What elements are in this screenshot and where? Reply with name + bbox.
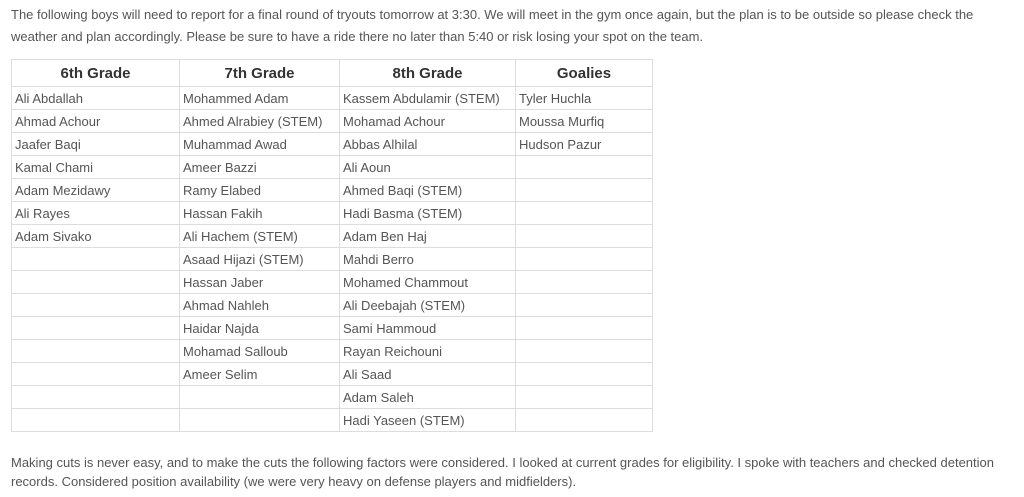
tryout-roster-table (11, 59, 653, 432)
cell-7th-grade: Ahmed Alrabiey (STEM) (180, 110, 340, 133)
cell-7th-grade: Muhammad Awad (180, 133, 340, 156)
header-row (12, 60, 653, 87)
table-row (12, 386, 653, 409)
cell-7th-grade: Ramy Elabed (180, 179, 340, 202)
cell-7th-grade: Ahmad Nahleh (180, 294, 340, 317)
cell-6th-grade: Ali Rayes (12, 202, 180, 225)
cell-goalies: Moussa Murfiq (516, 110, 653, 133)
cell-6th-grade (12, 363, 180, 386)
cell-7th-grade: Hassan Jaber (180, 271, 340, 294)
cell-6th-grade: Adam Mezidawy (12, 179, 180, 202)
table-row (12, 271, 653, 294)
cell-6th-grade (12, 317, 180, 340)
cell-goalies (516, 294, 653, 317)
closing-paragraph: Making cuts is never easy, and to make the cuts the following factors were considered. I looked at current grades for eligibility. I spoke with teachers and checked detention records. Considered position availability (we were very heavy on defense players and midfielders). (11, 455, 994, 489)
table-row (12, 225, 653, 248)
table-row (12, 340, 653, 363)
cell-6th-grade (12, 271, 180, 294)
cell-7th-grade: Asaad Hijazi (STEM) (180, 248, 340, 271)
cell-goalies (516, 340, 653, 363)
cell-goalies (516, 363, 653, 386)
cell-goalies: Tyler Huchla (516, 87, 653, 110)
cell-goalies (516, 409, 653, 432)
table-row (12, 156, 653, 179)
cell-goalies (516, 386, 653, 409)
table-header (12, 60, 653, 87)
cell-goalies (516, 202, 653, 225)
table-row (12, 133, 653, 156)
cell-8th-grade: Sami Hammoud (340, 317, 516, 340)
header-7th-grade: 7th Grade (180, 60, 340, 87)
cell-goalies (516, 156, 653, 179)
table-row (12, 363, 653, 386)
cell-8th-grade: Mohamed Chammout (340, 271, 516, 294)
header-6th-grade: 6th Grade (12, 60, 180, 87)
cell-7th-grade: Ameer Selim (180, 363, 340, 386)
cell-6th-grade: Jaafer Baqi (12, 133, 180, 156)
cell-8th-grade: Ali Deebajah (STEM) (340, 294, 516, 317)
cell-6th-grade: Kamal Chami (12, 156, 180, 179)
cell-7th-grade: Mohammed Adam (180, 87, 340, 110)
cell-goalies (516, 317, 653, 340)
cell-6th-grade: Ahmad Achour (12, 110, 180, 133)
table-row (12, 110, 653, 133)
header-8th-grade: 8th Grade (340, 60, 516, 87)
cell-8th-grade: Abbas Alhilal (340, 133, 516, 156)
cell-7th-grade: Hassan Fakih (180, 202, 340, 225)
cell-6th-grade: Ali Abdallah (12, 87, 180, 110)
cell-8th-grade: Hadi Basma (STEM) (340, 202, 516, 225)
table-row (12, 87, 653, 110)
header-goalies: Goalies (516, 60, 653, 87)
cell-6th-grade (12, 340, 180, 363)
cell-8th-grade: Adam Saleh (340, 386, 516, 409)
table-row (12, 409, 653, 432)
cell-6th-grade (12, 248, 180, 271)
cell-7th-grade: Ali Hachem (STEM) (180, 225, 340, 248)
cell-6th-grade: Adam Sivako (12, 225, 180, 248)
cell-8th-grade: Adam Ben Haj (340, 225, 516, 248)
cell-7th-grade: Mohamad Salloub (180, 340, 340, 363)
cell-7th-grade: Ameer Bazzi (180, 156, 340, 179)
cell-goalies (516, 179, 653, 202)
table-row (12, 179, 653, 202)
table-row (12, 202, 653, 225)
table-row (12, 248, 653, 271)
cell-8th-grade: Ali Aoun (340, 156, 516, 179)
cell-7th-grade (180, 409, 340, 432)
cell-goalies (516, 225, 653, 248)
cell-8th-grade: Hadi Yaseen (STEM) (340, 409, 516, 432)
intro-paragraph: The following boys will need to report for a final round of tryouts tomorrow at 3:30. We will meet in the gym once again, but the plan is to be outside so please check the weather and plan accordingly. Please be sure to have a ride there no later than 5:40 or risk losing your spot on the team. (11, 7, 974, 44)
table-row (12, 317, 653, 340)
cell-goalies (516, 248, 653, 271)
table-body (12, 87, 653, 432)
cell-8th-grade: Kassem Abdulamir (STEM) (340, 87, 516, 110)
cell-8th-grade: Mahdi Berro (340, 248, 516, 271)
cell-8th-grade: Rayan Reichouni (340, 340, 516, 363)
cell-goalies: Hudson Pazur (516, 133, 653, 156)
cell-8th-grade: Mohamad Achour (340, 110, 516, 133)
cell-8th-grade: Ahmed Baqi (STEM) (340, 179, 516, 202)
cell-7th-grade: Haidar Najda (180, 317, 340, 340)
cell-6th-grade (12, 294, 180, 317)
cell-7th-grade (180, 386, 340, 409)
cell-6th-grade (12, 409, 180, 432)
cell-6th-grade (12, 386, 180, 409)
cell-8th-grade: Ali Saad (340, 363, 516, 386)
table-row (12, 294, 653, 317)
cell-goalies (516, 271, 653, 294)
